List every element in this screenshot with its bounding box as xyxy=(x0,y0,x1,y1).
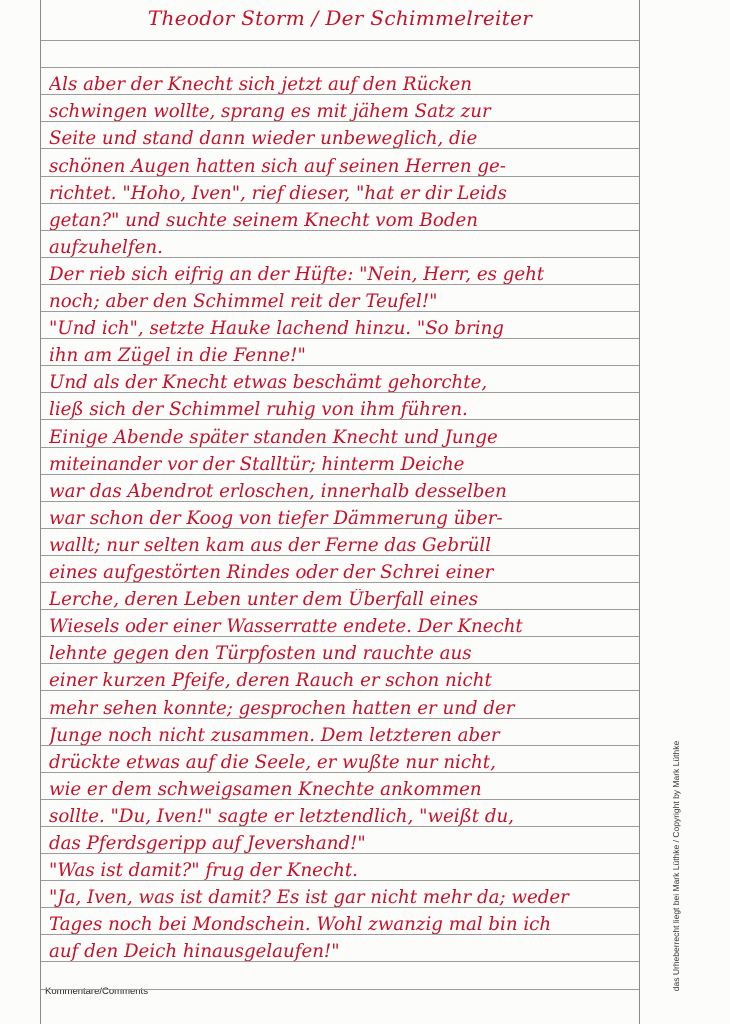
ruled-line xyxy=(41,772,639,773)
ruled-line xyxy=(41,907,639,908)
text-line: eines aufgestörten Rindes oder der Schrei einer xyxy=(49,562,494,583)
text-line: sollte. "Du, Iven!" sagte er letztendlich, "weißt du, xyxy=(49,805,514,827)
ruled-line xyxy=(41,501,639,502)
text-line: Lerche, deren Leben unter dem Überfall eines xyxy=(49,589,479,611)
ruled-line xyxy=(41,934,639,935)
ruled-line xyxy=(41,257,639,258)
page-title: Theodor Storm / Der Schimmelreiter xyxy=(147,6,533,30)
ruled-line xyxy=(41,718,639,719)
text-line: miteinander vor der Stalltür; hinterm Deiche xyxy=(49,453,465,475)
ruled-line xyxy=(41,555,639,556)
text-line: Wiesels oder einer Wasserratte endete. Der Knecht xyxy=(49,616,523,638)
text-line: richtet. "Hoho, Iven", rief dieser, "hat er dir Leids xyxy=(49,182,507,204)
text-line: das Pferdsgeripp auf Jevershand!" xyxy=(49,833,366,854)
text-line: Und als der Knecht etwas beschämt gehorchte, xyxy=(49,372,488,394)
ruled-line xyxy=(41,961,639,962)
text-line: Als aber der Knecht sich jetzt auf den Rücken xyxy=(49,74,473,96)
text-line: Tages noch bei Mondschein. Wohl zwanzig mal bin ich xyxy=(49,914,552,936)
text-line: "Ja, Iven, was ist damit? Es ist gar nicht mehr da; weder xyxy=(49,887,569,909)
ruled-line xyxy=(41,880,639,881)
ruled-line xyxy=(41,989,639,990)
text-line: lehnte gegen den Türpfosten und rauchte aus xyxy=(49,643,472,665)
comments-label: Kommentare/Comments xyxy=(45,986,148,997)
text-line: war schon der Koog von tiefer Dämmerung über- xyxy=(49,507,503,529)
text-line: noch; aber den Schimmel reit der Teufel!" xyxy=(49,291,438,312)
ruled-line xyxy=(41,636,639,637)
ruled-line xyxy=(41,365,639,366)
text-line: mehr sehen konnte; gesprochen hatten er und der xyxy=(49,697,515,719)
ruled-line xyxy=(41,528,639,529)
ruled-line xyxy=(41,230,639,231)
ruled-line xyxy=(41,474,639,475)
text-line: Einige Abende später standen Knecht und Junge xyxy=(49,426,498,448)
ruled-line xyxy=(41,94,639,95)
ruled-line xyxy=(41,826,639,827)
ruled-line xyxy=(41,311,639,312)
ruled-line xyxy=(41,40,639,41)
ruled-line xyxy=(41,663,639,664)
ruled-line xyxy=(41,121,639,122)
text-line: Der rieb sich eifrig an der Hüfte: "Nein, Herr, es geht xyxy=(49,263,545,285)
ruled-line xyxy=(41,148,639,149)
text-line: "Was ist damit?" frug der Knecht. xyxy=(49,860,358,882)
ruled-line xyxy=(41,338,639,339)
ruled-line xyxy=(41,799,639,800)
ruled-line xyxy=(41,582,639,583)
ruled-line xyxy=(41,419,639,420)
ruled-line xyxy=(41,67,639,68)
copyright-notice: das Urheberrecht liegt bei Mark Lüthke / Copyright by Mark Lüthke xyxy=(671,740,681,992)
text-line: auf den Deich hinausgelaufen!" xyxy=(49,941,340,963)
text-line: wie er dem schweigsamen Knechte ankommen xyxy=(49,778,482,800)
ruled-line xyxy=(41,392,639,393)
ruled-line xyxy=(41,745,639,746)
ruled-line xyxy=(41,690,639,691)
text-line: einer kurzen Pfeife, deren Rauch er schon nicht xyxy=(49,670,492,692)
ruled-line xyxy=(41,284,639,285)
text-line: Junge noch nicht zusammen. Dem letzteren aber xyxy=(49,724,500,746)
text-line: "Und ich", setzte Hauke lachend hinzu. "So bring xyxy=(49,318,504,340)
text-line: ihn am Zügel in die Fenne!" xyxy=(49,345,306,367)
text-line: drückte etwas auf die Seele, er wußte nur nicht, xyxy=(49,751,496,773)
text-line: getan?" und suchte seinem Knecht vom Boden xyxy=(49,209,478,231)
ruled-line xyxy=(41,447,639,448)
text-line: Seite und stand dann wieder unbeweglich, die xyxy=(49,128,478,150)
text-line: wallt; nur selten kam aus der Ferne das Gebrüll xyxy=(49,534,492,556)
lined-paper xyxy=(40,0,640,1024)
ruled-line xyxy=(41,176,639,177)
ruled-line xyxy=(41,853,639,854)
text-line: schwingen wollte, sprang es mit jähem Satz zur xyxy=(49,101,491,123)
ruled-line xyxy=(41,609,639,610)
text-line: schönen Augen hatten sich auf seinen Herren ge- xyxy=(49,155,506,177)
ruled-line xyxy=(41,203,639,204)
text-line: aufzuhelfen. xyxy=(49,236,163,258)
text-line: ließ sich der Schimmel ruhig von ihm führen. xyxy=(49,399,468,421)
text-line: war das Abendrot erloschen, innerhalb desselben xyxy=(49,480,507,502)
